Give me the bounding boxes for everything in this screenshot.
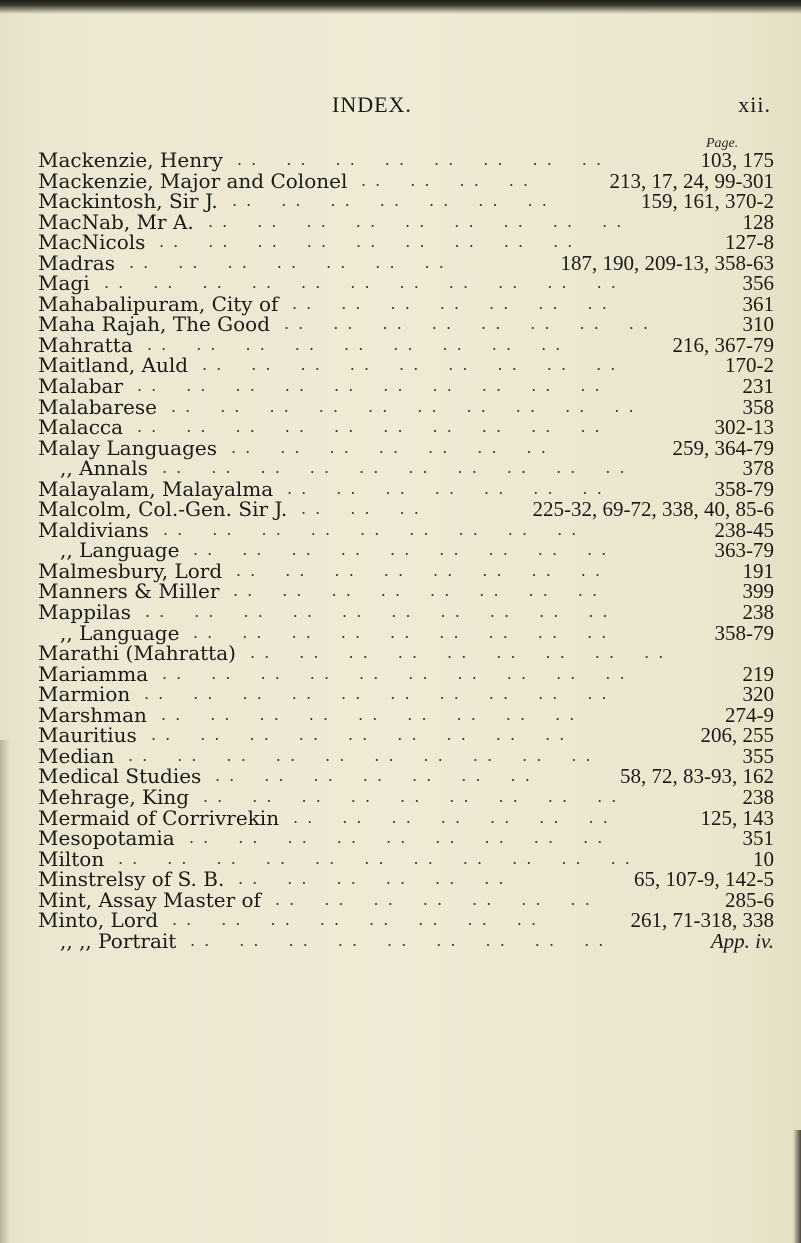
dot-leaders: . . . . . . . . . . . . . . . . . . xyxy=(250,643,694,663)
dot-leaders: . . . . . . . . . . . . . . . . . . xyxy=(202,355,646,375)
entry-pages: 159, 161, 370-2 xyxy=(641,189,774,214)
entry-pages: 358-79 xyxy=(714,476,774,501)
dot-leaders: . . . . . . . . . . . . . . . . . . xyxy=(193,540,637,560)
page-left-edge xyxy=(0,740,10,1243)
index-entry xyxy=(38,928,778,953)
dot-leaders: . . . . . . . . . . . . . . . . . . . . xyxy=(162,663,655,683)
entry-pages: 351 xyxy=(742,826,774,851)
dot-leaders: . . . . . . . . . . . . . . . . xyxy=(284,314,679,334)
entry-name: Maha Rajah, The Good xyxy=(38,312,271,337)
index-entry xyxy=(38,540,778,561)
dot-leaders: . . . . . . . . . . . . . . . . . . . . xyxy=(137,417,630,437)
entry-pages: 355 xyxy=(742,743,774,768)
entry-pages: 378 xyxy=(742,456,774,481)
dot-leaders: . . . . . . . . . . . . . . xyxy=(129,252,474,272)
dot-leaders: . . . . . . . . xyxy=(361,170,559,190)
entry-name: Marathi (Mahratta) xyxy=(38,641,236,666)
entry-name: ,, Language xyxy=(60,538,180,563)
header-page-number: xii. xyxy=(738,92,771,117)
index-entry xyxy=(38,417,778,438)
index-entry xyxy=(38,766,778,787)
page-column-heading: Page. xyxy=(706,136,739,151)
index-entry xyxy=(38,869,778,890)
dot-leaders: . . . . . . . . . . . . . . . . xyxy=(233,581,628,601)
entry-name: Manners & Miller xyxy=(38,579,220,604)
entry-name: ,, Annals xyxy=(60,456,148,481)
entry-name: Malcolm, Col.-Gen. Sir J. xyxy=(38,497,288,522)
entry-pages: 216, 367-79 xyxy=(672,332,774,357)
index-entry xyxy=(38,661,778,686)
entry-name: Mackintosh, Sir J. xyxy=(38,189,218,214)
entry-pages: 103, 175 xyxy=(700,148,774,172)
entry-name: Marshman xyxy=(38,702,147,727)
index-entry xyxy=(38,150,778,171)
dot-leaders: . . . . . . . . . . . . . . . . . . . . xyxy=(162,458,655,478)
index-entry xyxy=(38,250,778,275)
entry-pages: 10 xyxy=(753,846,774,871)
dot-leaders: . . . . . . . . . . . . . . . . xyxy=(172,910,567,930)
dot-leaders: . . . . . . . . . . . . . . . . . . xyxy=(147,334,591,354)
index-entry xyxy=(38,458,778,479)
index-entries xyxy=(38,150,778,951)
entry-name: Malabarese xyxy=(38,394,157,419)
entry-pages: 231 xyxy=(742,374,774,399)
entry-pages: 206, 255 xyxy=(700,723,774,748)
dot-leaders: . . . . . . . . . . . . . . . . . . . . xyxy=(145,602,638,622)
entry-pages: 127-8 xyxy=(725,230,774,255)
dot-leaders: . . . . . . . . . . . . . . . . xyxy=(237,150,632,169)
index-entry xyxy=(38,702,778,727)
entry-name: Mahabalipuram, City of xyxy=(38,291,279,316)
dot-leaders: . . . . . . . . . . . . . . xyxy=(215,766,560,786)
entry-pages: 320 xyxy=(742,682,774,707)
index-entry xyxy=(38,581,778,602)
dot-leaders: . . . . . . . . . . . . . . . . . . xyxy=(151,725,595,745)
entry-pages: 363-79 xyxy=(714,538,774,563)
entry-name: Mehrage, King xyxy=(38,784,190,809)
entry-pages: 274-9 xyxy=(725,702,774,727)
entry-name: ,, ,, Portrait xyxy=(60,928,177,953)
entry-name: Mahratta xyxy=(38,332,133,357)
entry-name: ,, Language xyxy=(60,620,180,645)
entry-name: MacNab, Mr A. xyxy=(38,209,194,234)
index-entry xyxy=(38,805,778,830)
index-entry xyxy=(38,394,778,419)
entry-pages: 187, 190, 209-13, 358-63 xyxy=(560,250,774,275)
header-title: INDEX. xyxy=(332,92,412,117)
entry-pages: 238-45 xyxy=(714,517,774,542)
dot-leaders: . . . . . . . . . . . . . . . . xyxy=(236,560,631,580)
entry-pages: 128 xyxy=(742,209,774,234)
index-entry xyxy=(38,191,778,212)
dot-leaders: . . . . . . . . . . . . . . . . . . xyxy=(208,211,652,231)
index-entry xyxy=(38,784,778,809)
entry-name: Medical Studies xyxy=(38,764,202,789)
entry-pages: 285-6 xyxy=(725,887,774,912)
dot-leaders: . . . . . . . . . . . . . . xyxy=(287,478,632,498)
dot-leaders: . . . . . . . . . . . . . . . . . . xyxy=(161,704,605,724)
dot-leaders: . . . . . . . . . . . . xyxy=(238,869,534,889)
entry-name: Mermaid of Corrivrekin xyxy=(38,805,280,830)
dot-leaders: . . . . . . . . . . . . . . xyxy=(293,807,638,827)
entry-pages: 191 xyxy=(742,558,774,583)
entry-pages: 358 xyxy=(742,394,774,419)
page-right-edge xyxy=(793,1130,801,1243)
dot-leaders: . . . . . . . . . . . . . . xyxy=(275,889,620,909)
dot-leaders: . . . . . . . . . . . . . . . . . . . . . . xyxy=(118,848,660,868)
dot-leaders: . . . . . . . . . . . . . . . . . . xyxy=(159,232,603,252)
index-entry xyxy=(38,602,778,623)
index-entry xyxy=(38,643,778,664)
entry-pages: 361 xyxy=(742,291,774,316)
dot-leaders: . . . . . . . . . . . . . . xyxy=(232,191,577,211)
index-entry xyxy=(38,499,778,520)
index-entry xyxy=(38,232,778,253)
entry-pages: 125, 143 xyxy=(700,805,774,830)
dot-leaders: . . . . . . . . . . . . . . . . . . xyxy=(163,519,607,539)
index-entry xyxy=(38,168,778,193)
page-top-shadow xyxy=(0,0,801,14)
entry-name: Mauritius xyxy=(38,723,137,748)
index-entry xyxy=(38,376,778,397)
index-entry xyxy=(38,725,778,746)
dot-leaders: . . . . . . . . . . . . . . . . . . . . . . xyxy=(104,273,646,293)
dot-leaders: . . . . . . . . . . . . . . . . . . . . xyxy=(144,684,637,704)
entry-pages: 399 xyxy=(742,579,774,604)
entry-name: Malmesbury, Lord xyxy=(38,558,223,583)
entry-pages: 65, 107-9, 142-5 xyxy=(634,867,774,892)
running-header xyxy=(0,92,801,122)
entry-name: Malacca xyxy=(38,415,124,440)
entry-name: Malayalam, Malayalma xyxy=(38,476,274,501)
entry-name: Magi xyxy=(38,271,90,296)
entry-pages: 170-2 xyxy=(725,353,774,378)
entry-pages: 358-79 xyxy=(714,620,774,645)
entry-name: Mackenzie, Henry xyxy=(38,148,223,172)
entry-pages: 238 xyxy=(742,600,774,625)
index-entry xyxy=(38,209,778,234)
entry-pages: 356 xyxy=(742,271,774,296)
entry-name: Median xyxy=(38,743,115,768)
dot-leaders: . . . . . . . . . . . . . . . . . . xyxy=(190,930,634,950)
entry-name: Maitland, Auld xyxy=(38,353,189,378)
entry-name: Mint, Assay Master of xyxy=(38,887,261,912)
entry-name: Mappilas xyxy=(38,600,131,625)
dot-leaders: . . . . . . . . . . . . . . xyxy=(292,293,637,313)
entry-name: Maldivians xyxy=(38,517,149,542)
index-entry xyxy=(38,910,778,931)
dot-leaders: . . . . . . . . . . . . . . . . . . . . xyxy=(137,376,630,396)
dot-leaders: . . . . . . . . . . . . . . . . . . xyxy=(193,622,637,642)
entry-name: Marmion xyxy=(38,682,131,707)
entry-name: Minstrelsy of S. B. xyxy=(38,867,225,892)
dot-leaders: . . . . . . xyxy=(301,499,449,519)
index-entry xyxy=(38,435,778,460)
entry-pages: 261, 71-318, 338 xyxy=(630,908,774,933)
index-entry xyxy=(38,355,778,376)
entry-pages: 225-32, 69-72, 338, 40, 85-6 xyxy=(532,497,774,522)
entry-name: Malay Languages xyxy=(38,435,217,460)
index-entry xyxy=(38,684,778,705)
entry-pages: 259, 364-79 xyxy=(672,435,774,460)
index-entry xyxy=(38,273,778,294)
entry-name: MacNicols xyxy=(38,230,146,255)
dot-leaders: . . . . . . . . . . . . . . . . . . xyxy=(203,786,647,806)
index-entry xyxy=(38,314,778,335)
index-entry xyxy=(38,828,778,849)
entry-name: Milton xyxy=(38,846,105,871)
entry-pages: 238 xyxy=(742,784,774,809)
entry-pages: 310 xyxy=(742,312,774,337)
dot-leaders: . . . . . . . . . . . . . . . . . . . . xyxy=(128,745,621,765)
entry-pages: 58, 72, 83-93, 162 xyxy=(620,764,774,789)
entry-pages: App. iv. xyxy=(710,928,774,953)
dot-leaders: . . . . . . . . . . . . . . . . . . xyxy=(189,828,633,848)
entry-name: Minto, Lord xyxy=(38,908,159,933)
entry-name: Mackenzie, Major and Colonel xyxy=(38,168,348,193)
entry-name: Mesopotamia xyxy=(38,826,175,851)
entry-pages: 302-13 xyxy=(714,415,774,440)
dot-leaders: . . . . . . . . . . . . . . . . . . . . xyxy=(171,396,664,416)
entry-name: Malabar xyxy=(38,374,124,399)
entry-pages: 219 xyxy=(742,661,774,686)
dot-leaders: . . . . . . . . . . . . . . xyxy=(231,437,576,457)
entry-pages: 213, 17, 24, 99-301 xyxy=(609,168,774,193)
entry-name: Madras xyxy=(38,250,115,275)
entry-name: Mariamma xyxy=(38,661,149,686)
